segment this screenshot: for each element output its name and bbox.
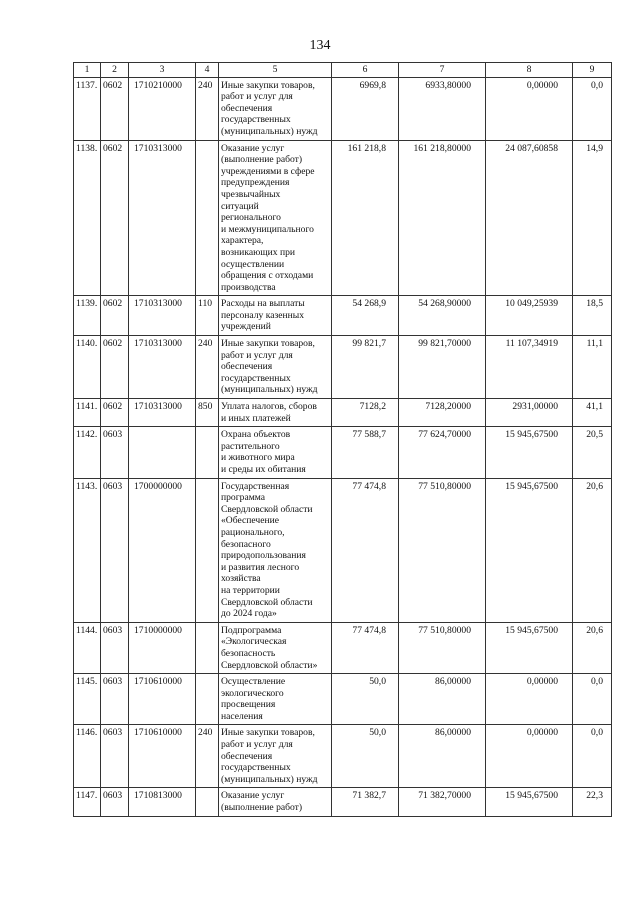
cell-col-4: [196, 427, 219, 478]
cell-col-3: 1710210000: [129, 77, 196, 140]
cell-col-6: 6969,8: [332, 77, 399, 140]
column-header-8: 8: [486, 63, 573, 78]
cell-col-1: 1143.: [74, 478, 101, 622]
cell-col-2: 0603: [101, 674, 129, 725]
cell-col-8: 0,00000: [486, 725, 573, 788]
cell-col-9: 0,0: [573, 725, 612, 788]
cell-col-3: 1710610000: [129, 674, 196, 725]
cell-col-3: 1710313000: [129, 296, 196, 336]
cell-col-1: 1139.: [74, 296, 101, 336]
cell-col-8: 10 049,25939: [486, 296, 573, 336]
cell-col-5: Расходы на выплаты персоналу казенных учреждений: [219, 296, 332, 336]
cell-col-4: 240: [196, 336, 219, 399]
table-row: [74, 725, 612, 788]
cell-col-6: 77 474,8: [332, 478, 399, 622]
cell-col-5: Иные закупки товаров, работ и услуг для обеспечения государственных (муниципальных) нужд: [219, 336, 332, 399]
cell-col-6: 54 268,9: [332, 296, 399, 336]
cell-col-4: 240: [196, 77, 219, 140]
cell-col-7: 6933,80000: [399, 77, 486, 140]
column-header-9: 9: [573, 63, 612, 78]
cell-col-3: 1710813000: [129, 788, 196, 816]
cell-col-2: 0603: [101, 622, 129, 673]
cell-col-2: 0602: [101, 77, 129, 140]
cell-col-2: 0603: [101, 788, 129, 816]
cell-col-5: Оказание услуг (выполнение работ) учреждениями в сфере предупреждения чрезвычайных ситуаций регионального и межмуниципального характера, возникающих при осуществлении обращения с отходами производства: [219, 140, 332, 296]
cell-col-9: 0,0: [573, 77, 612, 140]
cell-col-7: 77 624,70000: [399, 427, 486, 478]
cell-col-1: 1140.: [74, 336, 101, 399]
cell-col-8: 24 087,60858: [486, 140, 573, 296]
cell-col-9: 0,0: [573, 674, 612, 725]
cell-col-4: 110: [196, 296, 219, 336]
table-row: [74, 788, 612, 816]
cell-col-2: 0603: [101, 725, 129, 788]
cell-col-7: 86,00000: [399, 725, 486, 788]
cell-col-8: 15 945,67500: [486, 788, 573, 816]
table-row: [74, 140, 612, 296]
cell-col-7: 161 218,80000: [399, 140, 486, 296]
cell-col-7: 7128,20000: [399, 399, 486, 427]
cell-col-5: Иные закупки товаров, работ и услуг для обеспечения государственных (муниципальных) нужд: [219, 77, 332, 140]
cell-col-6: 77 588,7: [332, 427, 399, 478]
cell-col-1: 1144.: [74, 622, 101, 673]
table-row: [74, 399, 612, 427]
cell-col-6: 161 218,8: [332, 140, 399, 296]
cell-col-3: 1710313000: [129, 336, 196, 399]
cell-col-7: 54 268,90000: [399, 296, 486, 336]
cell-col-9: 20,6: [573, 622, 612, 673]
cell-col-7: 86,00000: [399, 674, 486, 725]
cell-col-1: 1137.: [74, 77, 101, 140]
table-body: [74, 77, 612, 816]
cell-col-4: 240: [196, 725, 219, 788]
budget-table: [73, 62, 612, 817]
column-header-2: 2: [101, 63, 129, 78]
cell-col-2: 0603: [101, 427, 129, 478]
cell-col-9: 22,3: [573, 788, 612, 816]
cell-col-1: 1146.: [74, 725, 101, 788]
cell-col-4: [196, 140, 219, 296]
cell-col-5: Оказание услуг (выполнение работ): [219, 788, 332, 816]
table-row: [74, 336, 612, 399]
cell-col-4: 850: [196, 399, 219, 427]
cell-col-5: Охрана объектов растительного и животного мира и среды их обитания: [219, 427, 332, 478]
cell-col-3: 1710610000: [129, 725, 196, 788]
cell-col-9: 11,1: [573, 336, 612, 399]
cell-col-5: Осуществление экологического просвещения населения: [219, 674, 332, 725]
cell-col-9: 41,1: [573, 399, 612, 427]
cell-col-7: 99 821,70000: [399, 336, 486, 399]
cell-col-7: 77 510,80000: [399, 478, 486, 622]
cell-col-3: 1710313000: [129, 399, 196, 427]
cell-col-5: Иные закупки товаров, работ и услуг для обеспечения государственных (муниципальных) нужд: [219, 725, 332, 788]
column-header-6: 6: [332, 63, 399, 78]
cell-col-9: 20,6: [573, 478, 612, 622]
cell-col-8: 11 107,34919: [486, 336, 573, 399]
column-header-7: 7: [399, 63, 486, 78]
cell-col-2: 0603: [101, 478, 129, 622]
cell-col-2: 0602: [101, 399, 129, 427]
cell-col-5: Уплата налогов, сборов и иных платежей: [219, 399, 332, 427]
cell-col-7: 71 382,70000: [399, 788, 486, 816]
table-row: [74, 296, 612, 336]
cell-col-3: [129, 427, 196, 478]
cell-col-3: 1710313000: [129, 140, 196, 296]
table-row: [74, 622, 612, 673]
cell-col-6: 77 474,8: [332, 622, 399, 673]
cell-col-2: 0602: [101, 140, 129, 296]
cell-col-6: 71 382,7: [332, 788, 399, 816]
cell-col-4: [196, 622, 219, 673]
cell-col-4: [196, 478, 219, 622]
cell-col-4: [196, 788, 219, 816]
cell-col-4: [196, 674, 219, 725]
table-row: [74, 674, 612, 725]
cell-col-9: 18,5: [573, 296, 612, 336]
page-number: 134: [309, 38, 331, 53]
cell-col-8: 0,00000: [486, 77, 573, 140]
column-header-3: 3: [129, 63, 196, 78]
column-header-1: 1: [74, 63, 101, 78]
cell-col-2: 0602: [101, 296, 129, 336]
cell-col-1: 1141.: [74, 399, 101, 427]
cell-col-6: 7128,2: [332, 399, 399, 427]
cell-col-7: 77 510,80000: [399, 622, 486, 673]
cell-col-1: 1138.: [74, 140, 101, 296]
cell-col-8: 0,00000: [486, 674, 573, 725]
cell-col-9: 20,5: [573, 427, 612, 478]
cell-col-9: 14,9: [573, 140, 612, 296]
cell-col-8: 2931,00000: [486, 399, 573, 427]
cell-col-2: 0602: [101, 336, 129, 399]
cell-col-8: 15 945,67500: [486, 427, 573, 478]
cell-col-8: 15 945,67500: [486, 478, 573, 622]
header-row: [74, 63, 612, 78]
cell-col-1: 1145.: [74, 674, 101, 725]
column-header-4: 4: [196, 63, 219, 78]
column-header-5: 5: [219, 63, 332, 78]
cell-col-3: 1700000000: [129, 478, 196, 622]
table-row: [74, 77, 612, 140]
table-row: [74, 478, 612, 622]
table-row: [74, 427, 612, 478]
cell-col-5: Государственная программа Свердловской области «Обеспечение рационального, безопасного природопользования и развития лесного хозяйства на территории Свердловской области до 2024 года»: [219, 478, 332, 622]
cell-col-6: 99 821,7: [332, 336, 399, 399]
cell-col-3: 1710000000: [129, 622, 196, 673]
cell-col-5: Подпрограмма «Экологическая безопасность Свердловской области»: [219, 622, 332, 673]
cell-col-6: 50,0: [332, 674, 399, 725]
cell-col-1: 1147.: [74, 788, 101, 816]
cell-col-8: 15 945,67500: [486, 622, 573, 673]
cell-col-6: 50,0: [332, 725, 399, 788]
cell-col-1: 1142.: [74, 427, 101, 478]
